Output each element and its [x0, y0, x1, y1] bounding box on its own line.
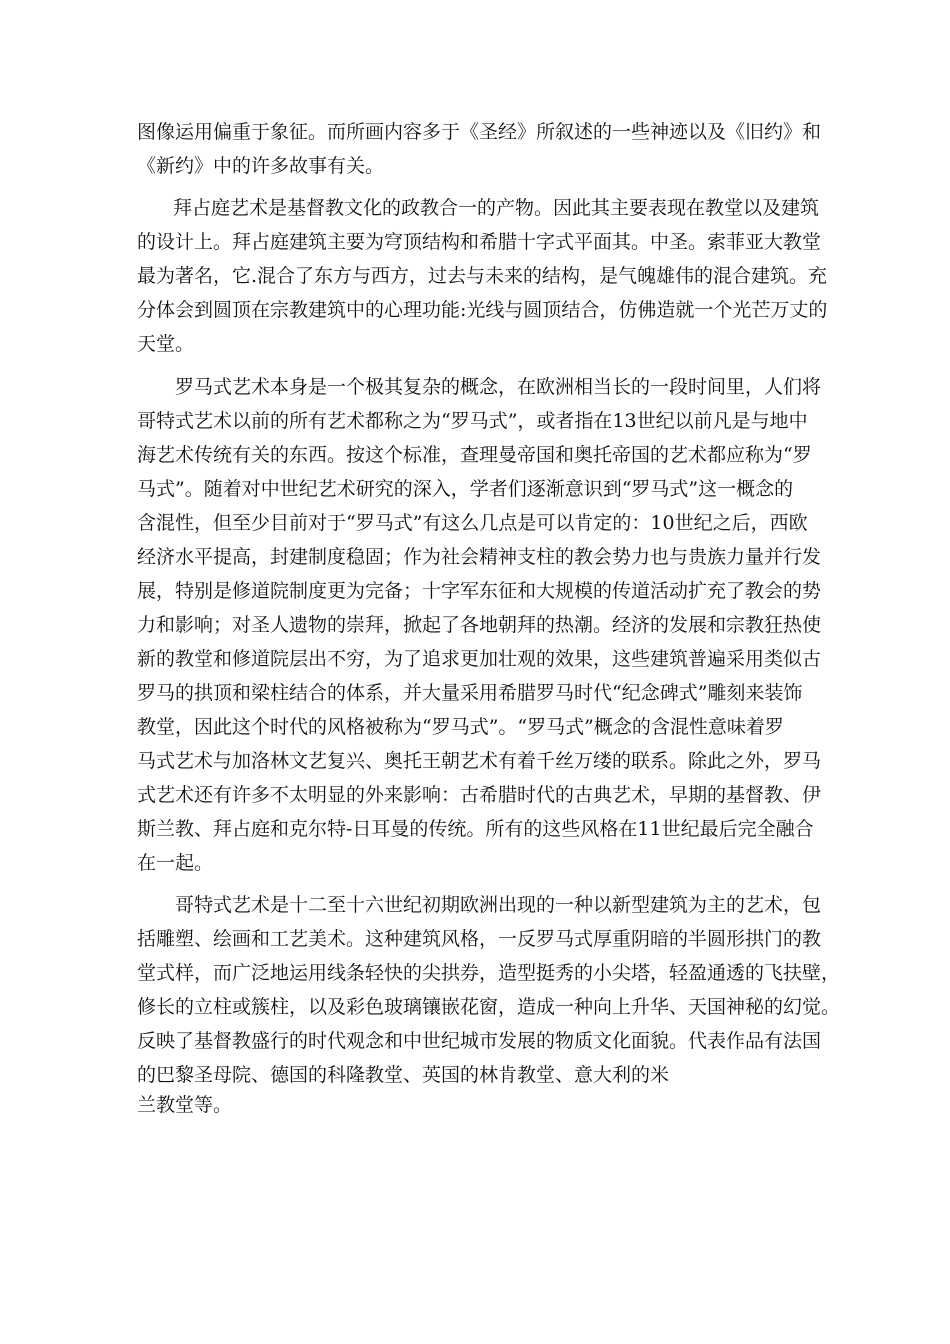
- text-line: 新的教堂和修道院层出不穷，为了追求更加壮观的效果，这些建筑普遍采用类似古: [137, 648, 822, 670]
- text-line: 经济水平提高，封建制度稳固；作为社会精神支柱的教会势力也与贵族力量并行发: [137, 546, 822, 568]
- text-line: 哥特式艺术以前的所有艺术都称之为“罗马式”，或者指在13世纪以前凡是与地中: [137, 410, 808, 432]
- text-line: 马式艺术与加洛林文艺复兴、奥托王朝艺术有着千丝万缕的联系。除此之外，罗马: [137, 750, 822, 772]
- text-line: 式艺术还有许多不太明显的外来影响：古希腊时代的古典艺术，早期的基督教、伊: [137, 784, 822, 806]
- text-line: 马式”。随着对中世纪艺术研究的深入，学者们逐渐意识到“罗马式”这一概念的: [137, 478, 794, 500]
- text-line: 力和影响；对圣人遗物的崇拜，掀起了各地朝拜的热潮。经济的发展和宗教狂热使: [137, 614, 822, 636]
- text-line: 展，特别是修道院制度更为完备；十字军东征和大规模的传道活动扩充了教会的势: [137, 580, 822, 602]
- text-line: 的巴黎圣母院、德国的科隆教堂、英国的林肯教堂、意大利的米: [137, 1064, 670, 1086]
- text-line: 在一起。: [137, 852, 214, 874]
- text-line: 罗马式艺术本身是一个极其复杂的概念，在欧洲相当长的一段时间里，人们将: [175, 376, 822, 398]
- text-line: 罗马的拱顶和梁柱结合的体系，并大量采用希腊罗马时代“纪念碑式”雕刻来装饰: [137, 682, 803, 704]
- text-line: 拜占庭艺术是基督教文化的政教合一的产物。因此其主要表现在教堂以及建筑: [173, 197, 820, 219]
- text-line: 含混性，但至少目前对于“罗马式”有这么几点是可以肯定的：10世纪之后，西欧: [137, 512, 808, 534]
- text-line: 堂式样，而广泛地运用线条轻快的尖拱券，造型挺秀的小尖塔，轻盈通透的飞扶壁，: [137, 962, 841, 984]
- text-line: 天堂。: [137, 333, 195, 355]
- text-line: 反映了基督教盛行的时代观念和中世纪城市发展的物质文化面貌。代表作品有法国: [137, 1030, 822, 1052]
- text-line: 哥特式艺术是十二至十六世纪初期欧洲出现的一种以新型建筑为主的艺术，包: [175, 894, 822, 916]
- text-line: 斯兰教、拜占庭和克尔特-日耳曼的传统。所有的这些风格在11世纪最后完全融合: [137, 818, 814, 840]
- text-line: 括雕塑、绘画和工艺美术。这种建筑风格，一反罗马式厚重阴暗的半圆形拱门的教: [137, 928, 822, 950]
- text-line: 《新约》中的许多故事有关。: [137, 155, 385, 177]
- text-line: 图像运用偏重于象征。而所画内容多于《圣经》所叙述的一些神迹以及《旧约》和: [137, 121, 822, 143]
- text-line: 修长的立柱或簇柱，以及彩色玻璃镶嵌花窗，造成一种向上升华、天国神秘的幻觉。: [137, 996, 841, 1018]
- text-line: 最为著名，它.混合了东方与西方，过去与未来的结构，是气魄雄伟的混合建筑。充: [137, 265, 828, 287]
- text-line: 海艺术传统有关的东西。按这个标准，查理曼帝国和奥托帝国的艺术都应称为“罗: [137, 444, 812, 466]
- text-line: 分体会到圆顶在宗教建筑中的心理功能:光线与圆顶结合，仿佛造就一个光芒万丈的: [137, 299, 828, 321]
- text-line: 兰教堂等。: [137, 1094, 233, 1116]
- text-line: 的设计上。拜占庭建筑主要为穹顶结构和希腊十字式平面其。中圣。索菲亚大教堂: [137, 231, 822, 253]
- text-line: 教堂，因此这个时代的风格被称为“罗马式”。“罗马式”概念的含混性意味着罗: [137, 716, 784, 738]
